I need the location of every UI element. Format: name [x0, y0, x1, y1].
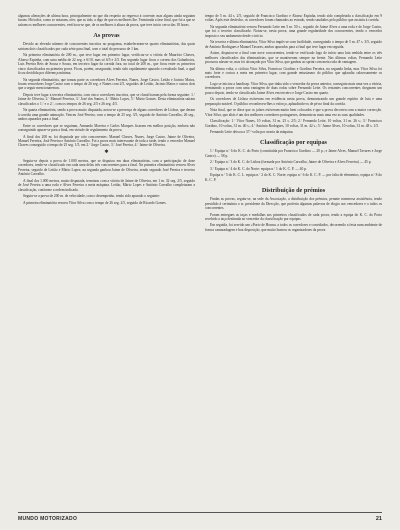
paragraph: Fernando Leite deixou a 37.ª volta por avaria da máquina. — [210, 129, 294, 134]
paragraph: A primeira eliminatória venceu Vítor Silva com o tempo de 26 seg. 2/5, seguido de Ricardo Gomes. — [23, 200, 167, 205]
paragraph: 2.º Equipa n.º 3 do K. C. de Lisboa (formada por António Carvalho, Jaime de Oliveira e Alves Ferreira) — 45 p. — [210, 160, 372, 165]
paragraph: Foram entregues as taças e medalhas aos primeiros classificados de cada prova, tendo a equipa do K. C. do Porto recebido a taça destinada ao vencedor da classificação por equipas. — [205, 212, 382, 221]
magazine-name: MUNDO MOTORIZADO — [18, 516, 78, 522]
paragraph: A final dos 1.000 metros, muito disputada, terminou com a vitória de Jaime de Oliveira, em 1 m. 32 seg. 2/5, seguido de José Pereira a uma roda e Alves Ferreira a meia máquina. Leitão, Mário Lopes e António Carvalho completaram a classificação, conforme a ordem indicada. — [18, 178, 195, 192]
section-heading-premios: Distribuição de prémios — [261, 187, 326, 195]
paragraph: Na terceira e última eliminatória, Vítor Silva impôs-se com facilidade, conseguindo o tempo de 5 m. 47 s. 3/5, seguido de António Rodrigues e Manuel Tavares, ambos apurados para a final que teve lugar em seguida. — [205, 40, 382, 49]
paragraph: 1.º Equipa n.º 6 do K. C. do Porto (constituída por Francisco Gordino — 20 p.; e Jaime Alves, Manuel Tavares e Jorge Castro) — 58 p. — [205, 149, 382, 158]
section-heading-provas: As provas — [93, 32, 120, 40]
section-heading-classificacao: Classificação por equipas — [260, 139, 327, 147]
paragraph: algumas alterações de ultima hora, principalmente no que diz respeito ao regresso à corrente; mas alguns ainda seguiam furam. Há todos, como se notaram, ofer, que as tido, a digo de que os melhores lhe. Terminada a fase final, que foi a que se saíram os melhores concorrentes, verificou-se que, de os melhores à altura da prova, que teve inicio cerca das 18 horas. — [18, 14, 195, 27]
right-column — [205, 14, 382, 506]
paragraph: Classificação: 1.º Vítor Nunes, 10 voltas, 31 m. 25 s. 2/5; 2.º Fernando Leite, 10 voltas, 31 m. 26 s.; 3.º Francisco Gordino, 10 voltas, 31 m. 40 s.; 4.º António Rodrigues, 10 voltas, 31 m. 42 s.; 5.º Jaime Alves, 10 voltas, 31 m. 48 s. 1/5. — [205, 119, 382, 128]
paragraph: 3.º Equipa n.º 4 do K. C. do Norte: equipa n.º 1 do K. C. P. — 40 p. — [210, 166, 307, 171]
paragraph: Na segunda eliminatória, que tomou parte os corredores Alves Ferreira, Nunes, Jorge Castro, Leitão e Jacinto Matos, foram vencedores Jorge Castro com o tempo de 26 seg. e Nunes com 2/5, seguidos de Leitão, Jacinto Matos e outros dois que a seguir mencionaremos. — [18, 77, 195, 91]
paragraph: Entre os corredores que se seguiram, Armando Moreira e Carlos Marques ficaram em melhor posição, embora não conseguindo apurar-se para a final, em virtude do regulamento da prova. — [18, 123, 195, 133]
paragraph: tempo de 5 m. 44 s. 2/5, seguido de Francisco Gordino e Alonso Espinha, tendo sido completada a classificação em 9 voltas. Após este desfecho, os corredores foram chamados ao estrado, sendo saudados pelo público que assistiu à corrida. — [205, 14, 382, 23]
paragraph: Devido ao elevado número de concorrentes inscritos no programa, estabeleceram-se quatro eliminatórias, das quais sairiam dois classificados por cada série para final, com o total do percurso de 1 km. — [18, 42, 195, 51]
paragraph: Nota final, que se disse que os juízes estiveram muito bem colocados e que a prova decorreu com a maior correcção. Vítor Silva, que aliás é um dos melhores corredores portugueses, demonstrou mais uma vez as suas qualidades. — [205, 108, 382, 117]
page-footer — [18, 512, 382, 522]
paragraph: Seguiu-se a prova de 200 m. de velocidade, com o desempenho, tendo sido apurado o seguinte: — [23, 194, 160, 199]
left-column — [18, 14, 195, 506]
paragraph: Findas as provas, seguiu-se, na sede da Associação, a distribuição dos prémios, perante numerosa assistência, tendo presidido à cerimónia o sr. presidente da Direcção, que proferiu algumas palavras de elogio aos vencedores e a todos os concorrentes. — [205, 197, 382, 211]
paragraph: Depois teve lugar a terceira eliminatória, com cinco corredores inscritos, que se classificaram pela forma seguinte: 1.º Jaime de Oliveira, 2.º Manuel Ferreira, 3.º José dos Santos, 4.º Mário Lopes, 5.º Mário Gomes. Desta eliminatória saíram classificados o 1.º e o 2.º, com os tempos de 26 seg. 2/5 e 26 seg. 4/5. — [18, 92, 195, 106]
paragraph: Na primeira eliminatória de 200 m., que teve lugar em primeiro lugar, verificou-se a vitória de Maurício Chaves, Alonso Espinha, com uma média de 22 seg. e 6/10, mas só 6/5 e 2/5. Em segundo lugar ficou o correio dos Gafanhotos, Luis Pereira Reis de Sousa e Sousa, em terceiro lugar da corrida fora, no total de 200 m., que ficou entre os primeiros cinco classificados na primeira prova. Ficou, porém, assegurado, tendo sido rapidamente apurado o resultado final, a qual ficou decidida por diferença mínima. — [18, 53, 195, 76]
paragraph: Na quarta eliminatória, sendo a prova muito disputada, notou-se a presença de alguns corredores de Lisboa, que deram à corrida uma grande animação. Venceu José Pereira, com o tempo de 25 seg. 3/5, seguido de António Carvalho, 26 seg., ambos apurados para a final. — [18, 108, 195, 122]
paragraph: Logo se iniciou a handicap. Vítor Silva, que tinha sido o vencedor da prova anterior, conseguiu mais uma vez a vitória, terminando a prova com uma vantagem de duas rodas sobre Fernando Leite. Os restantes concorrentes chegaram um pouco depois, tendo-se classificado Jaime Alves em terceiro e Jorge Castro em quarto. — [205, 81, 382, 95]
paragraph: Equipa n.º 5 do K. C. L. equipa n.º 2 do K. C. Norte; equipa n.º 6 do K. C. P. — por falta de elementos, equipa n.º 8 do K. C. P. — [205, 173, 382, 182]
paragraph: Assim, disputou-se a final com nove concorrentes, tendo-se verificado logo de início uma luta renhida entre os três melhores classificados das eliminatórias, que se mantiveram sempre na frente. Nas últimas voltas, Fernando Leite procurou afastar-se, mas foi alcançado por Vítor Silva, que ganhou ao sprint com meia roda de vantagem. — [205, 51, 382, 65]
page-number: 21 — [375, 516, 382, 522]
paragraph: Os corredores de Lisboa estiveram em evidência nesta prova, demonstrando um grande espírito de luta e uma preparação notável. O público reconheceu-lhes o esforço, aplaudindo-os de pé no final da corrida. — [205, 97, 382, 106]
section-separator-star: ✱ — [104, 149, 109, 155]
article-columns — [18, 14, 382, 506]
paragraph: Na segunda eliminatória venceu Fernando Leite em 5 m. 50 s., seguido de Jaime Alves a uma roda e de Jorge Castro, que foi o terceiro classificado. Notou-se, nesta prova, uma grande regularidade dos concorrentes, tendo o vencedor imposto o seu andamento desde o início. — [205, 24, 382, 38]
paragraph: Em seguida, foi servido um «Porto de Honra» a todos os corredores e convidados, decorrendo a festa num ambiente de franca camaradagem e boa disposição, que muito honrou os organizadores da prova. — [205, 223, 382, 232]
paragraph: Na última volta, o ciclista Vítor Silva, Francisco Gordino e Gordino Ferreira, na segunda linha, mas Vítor Silva foi mais forte e cortou a meta em primeiro lugar, com grande entusiasmo do público que aplaudiu calorosamente os corredores. — [205, 66, 382, 80]
paragraph: Seguiu-se depois a prova de 1.000 metros, que se disputou em duas eliminatórias, com a participação de doze corredores, tendo-se classificado em cada uma delas três concorrentes para a final. Na primeira eliminatória venceu Alves Ferreira, seguido de Leitão e Mário Lopes; na segunda ganhou Jaime de Oliveira, sendo segundo José Pereira e terceiro António Carvalho. — [18, 158, 195, 177]
paragraph: A final dos 200 m. foi disputada por oito concorrentes: Manuel Chaves, Nunes, Jorge Castro, Jaime de Oliveira, Manuel Ferreira, José Pereira e António Carvalho. Foi a prova mais interessante de toda a tarde, tendo o vencedor Manuel Chaves conseguido o tempo de 25 seg. 1/5, em 2.º Jorge Castro, 3.º José Pereira, 4.º Jaime de Oliveira. — [18, 134, 195, 148]
